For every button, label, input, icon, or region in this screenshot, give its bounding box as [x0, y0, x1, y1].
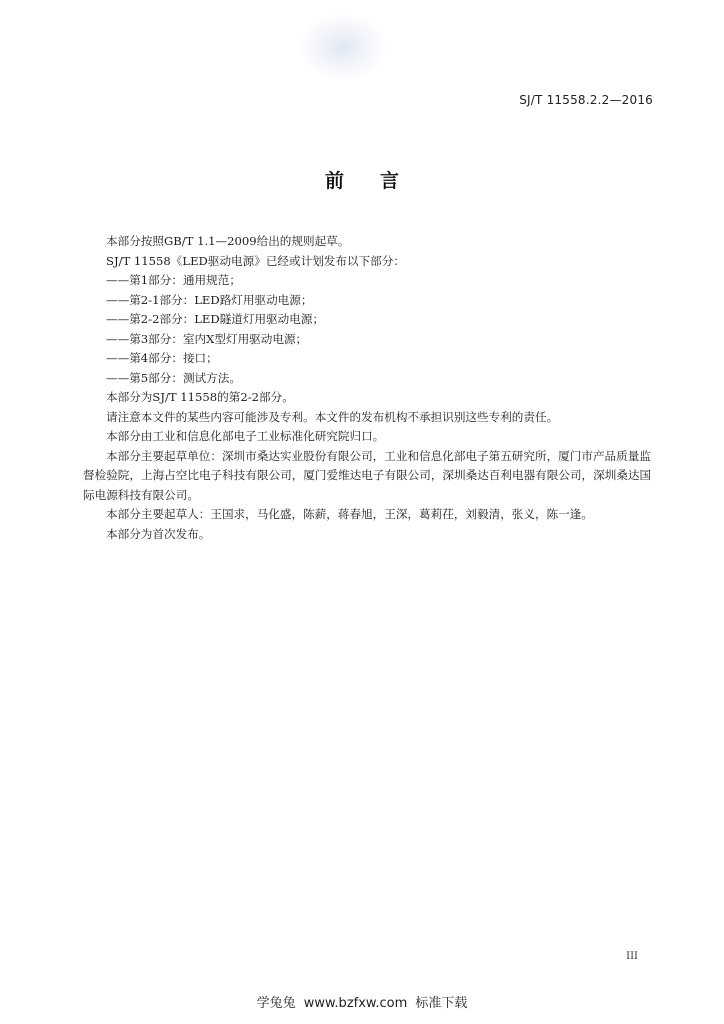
- paragraph-drafters: 本部分主要起草人：王国求，马化盛，陈薪，蒋春旭，王深，葛莉茌，刘毅清，张义，陈一逢。: [106, 507, 593, 521]
- list-item-part-2-1: ——第2-1部分：LED路灯用驱动电源；: [106, 292, 313, 307]
- paragraph-this-part: 本部分为SJ/T 11558的第2-2部分。: [106, 390, 294, 404]
- paragraph-patent-notice: 请注意本文件的某些内容可能涉及专利。本文件的发布机构不承担识别这些专利的责任。: [106, 409, 559, 424]
- list-item-part-3: ——第3部分：室内X型灯用驱动电源；: [106, 331, 308, 346]
- watermark-footer: 学兔兔 www.bzfxw.com 标准下载: [256, 996, 468, 1011]
- scan-smudge: [300, 14, 386, 80]
- paragraph-administered-by: 本部分由工业和信息化部电子工业标准化研究院归口。: [106, 429, 385, 443]
- paragraph-series-intro: SJ/T 11558《LED驱动电源》已经或计划发布以下部分：: [106, 253, 405, 268]
- standard-code: SJ/T 11558.2.2—2016: [519, 93, 653, 107]
- page-title: 前言: [324, 170, 435, 192]
- list-item-part-5: ——第5部分：测试方法。: [106, 370, 241, 385]
- list-item-part-1: ——第1部分：通用规范；: [106, 273, 241, 287]
- paragraph-drafting-rules: 本部分按照GB/T 1.1—2009给出的规则起草。: [106, 234, 350, 248]
- list-item-part-2-2: ——第2-2部分：LED隧道灯用驱动电源；: [106, 312, 325, 326]
- list-item-part-4: ——第4部分：接口；: [106, 351, 218, 365]
- paragraph-drafting-units: 本部分主要起草单位：深圳市桑达实业股份有限公司，工业和信息化部电子第五研究所，厦门市产品质量监督检验院，上海占空比电子科技有限公司，厦门爱维达电子有限公司，深圳桑达百利电器有限公司，深圳桑达国际电源科技有限公司。: [83, 448, 652, 502]
- foreword-body: [83, 232, 657, 544]
- paragraph-first-release: 本部分为首次发布。: [106, 526, 211, 541]
- page-number: III: [626, 951, 638, 962]
